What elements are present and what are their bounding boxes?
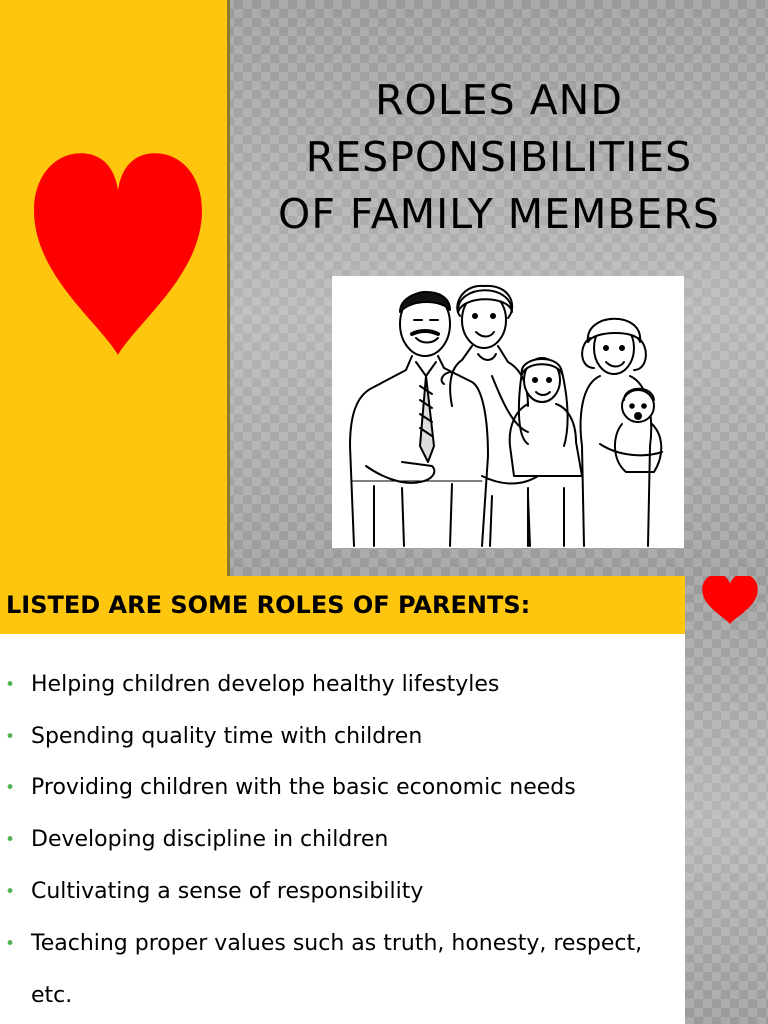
heart-icon xyxy=(702,576,758,624)
bullet-icon: • xyxy=(5,778,16,798)
bullet-icon: • xyxy=(5,727,16,747)
bullet-icon: • xyxy=(5,934,16,954)
slide-title xyxy=(238,72,760,243)
older-girl-figure xyxy=(581,319,652,546)
title-line-2: RESPONSIBILITIES xyxy=(305,133,693,181)
title-line-1: ROLES AND xyxy=(375,76,623,124)
girl-figure xyxy=(492,358,582,546)
mother-figure xyxy=(442,286,538,546)
bullet-icon: • xyxy=(5,675,16,695)
bullet-text: Cultivating a sense of responsibility xyxy=(31,879,424,904)
bullet-icon: • xyxy=(5,830,16,850)
bullet-text: Providing children with the basic economic needs xyxy=(31,775,576,800)
roles-slide xyxy=(0,576,768,1024)
bullet-icon: • xyxy=(5,882,16,902)
bullet-text: Teaching proper values such as truth, honesty, respect, etc. xyxy=(31,931,643,1008)
bullet-text: Developing discipline in children xyxy=(31,827,389,852)
yellow-side-panel xyxy=(0,0,230,576)
bullet-text: Spending quality time with children xyxy=(31,724,423,749)
bullet-panel xyxy=(0,634,685,1024)
section-heading: LISTED ARE SOME ROLES OF PARENTS: xyxy=(6,591,531,619)
heading-band xyxy=(0,576,685,634)
title-line-3: OF FAMILY MEMBERS xyxy=(278,190,720,238)
slide-side-strip xyxy=(685,576,768,1024)
family-illustration xyxy=(332,276,684,548)
bullet-text: Helping children develop healthy lifestyles xyxy=(31,672,500,697)
baby-figure xyxy=(600,389,662,472)
heart-icon xyxy=(34,146,202,362)
